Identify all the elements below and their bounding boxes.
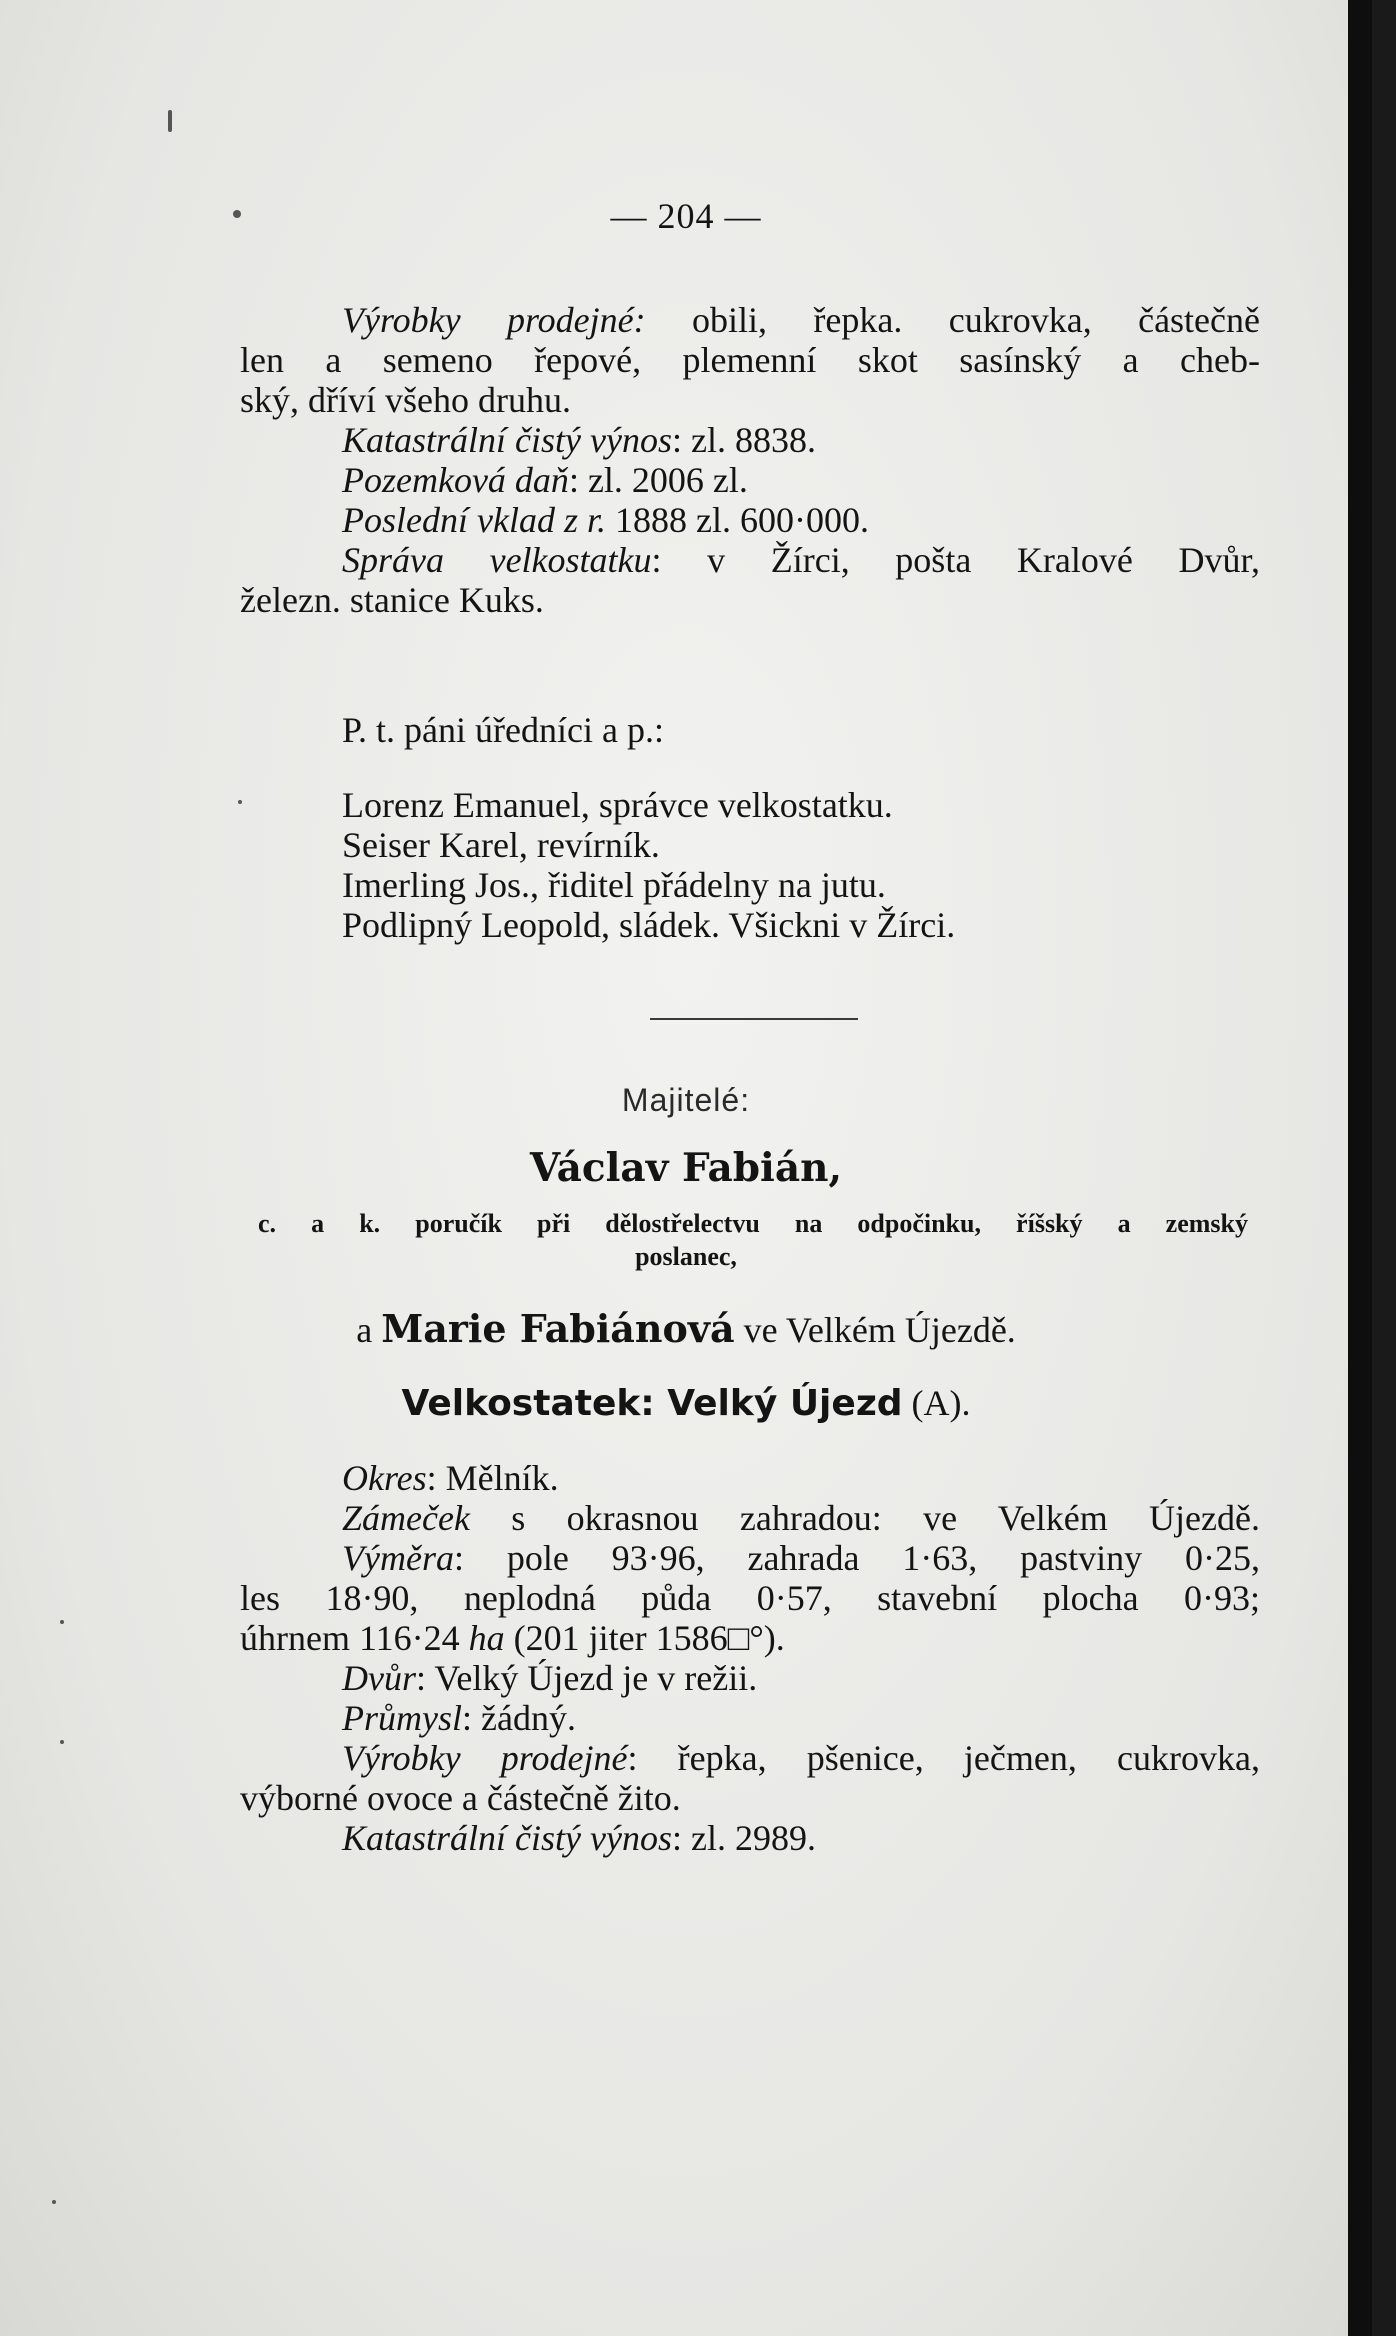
scan-speck [233, 210, 241, 218]
official-item: Podlipný Leopold, sládek. Všickni v Žírci. [342, 905, 956, 945]
official-item: Imerling Jos., řiditel přádelny na jutu. [342, 865, 886, 905]
farm-line: Dvůr: Velký Újezd je v režii. [342, 1658, 758, 1698]
scan-speck [60, 1620, 64, 1624]
scan-speck [168, 110, 172, 132]
owners-label: Majitelé: [621, 1082, 751, 1118]
owner-description-line-2: poslanec, [635, 1242, 737, 1271]
last-deposit-line: Poslední vklad z r. 1888 zl. 600·000. [342, 500, 869, 540]
page-number: — 204 — [610, 196, 762, 236]
estate-heading: Velkostatek: Velký Újezd (A). [401, 1383, 971, 1424]
area-line-3: úhrnem 116·24 ha (201 jiter 1586□°). [240, 1618, 785, 1658]
official-item: Lorenz Emanuel, správce velkostatku. [342, 785, 893, 825]
officials-list [240, 785, 1260, 945]
owner-name-2: Marie Fabiánová [381, 1306, 735, 1351]
estate1-section [240, 300, 1260, 620]
section-divider [650, 1018, 858, 1020]
industry-line: Průmysl: žádný. [342, 1698, 576, 1738]
products-line-1: Výrobky prodejné: obili, řepka. cukrovka, částečně [342, 300, 1260, 340]
products-line-2: len a semeno řepové, plemenní skot sasínský a cheb- [240, 340, 1260, 380]
admin-line-1: Správa velkostatku: v Žírci, pošta Kralové Dvůr, [342, 540, 1260, 580]
owner-description-line-1: c. a k. poručík při dělostřelectvu na odpočinku, říšský a zemský [258, 1209, 1248, 1238]
scan-speck [238, 800, 242, 804]
products-line-1: Výrobky prodejné: řepka, pšenice, ječmen, cukrovka, [342, 1738, 1261, 1778]
estate2-section [240, 1458, 1260, 1858]
scan-speck [52, 2200, 56, 2204]
district-line: Okres: Mělník. [342, 1458, 559, 1498]
scan-speck [60, 1740, 64, 1744]
manor-line: Zámeček s okrasnou zahradou: ve Velkém Újezdě. [342, 1498, 1260, 1538]
cadastral-line: Katastrální čistý výnos: zl. 8838. [342, 420, 816, 460]
officials-section [240, 710, 1260, 750]
owner-name-2-line: a Marie Fabiánová ve Velkém Újezdě. [356, 1306, 1016, 1351]
scan-edge [1348, 0, 1372, 2336]
area-line-2: les 18·90, neplodná půda 0·57, stavební plocha 0·93; [240, 1578, 1260, 1618]
products-line-3: ský, dříví všeho druhu. [240, 380, 571, 420]
products-line-2: výborné ovoce a částečně žito. [240, 1778, 681, 1818]
landtax-line: Pozemková daň: zl. 2006 zl. [342, 460, 748, 500]
area-line-1: Výměra: pole 93·96, zahrada 1·63, pastviny 0·25, [342, 1538, 1260, 1578]
official-item: Seiser Karel, revírník. [342, 825, 660, 865]
officials-heading: P. t. páni úředníci a p.: [342, 710, 664, 750]
cadastral-line: Katastrální čistý výnos: zl. 2989. [342, 1818, 816, 1858]
owner-name-1: Václav Fabián, [529, 1145, 843, 1191]
admin-line-2: železn. stanice Kuks. [240, 580, 544, 620]
